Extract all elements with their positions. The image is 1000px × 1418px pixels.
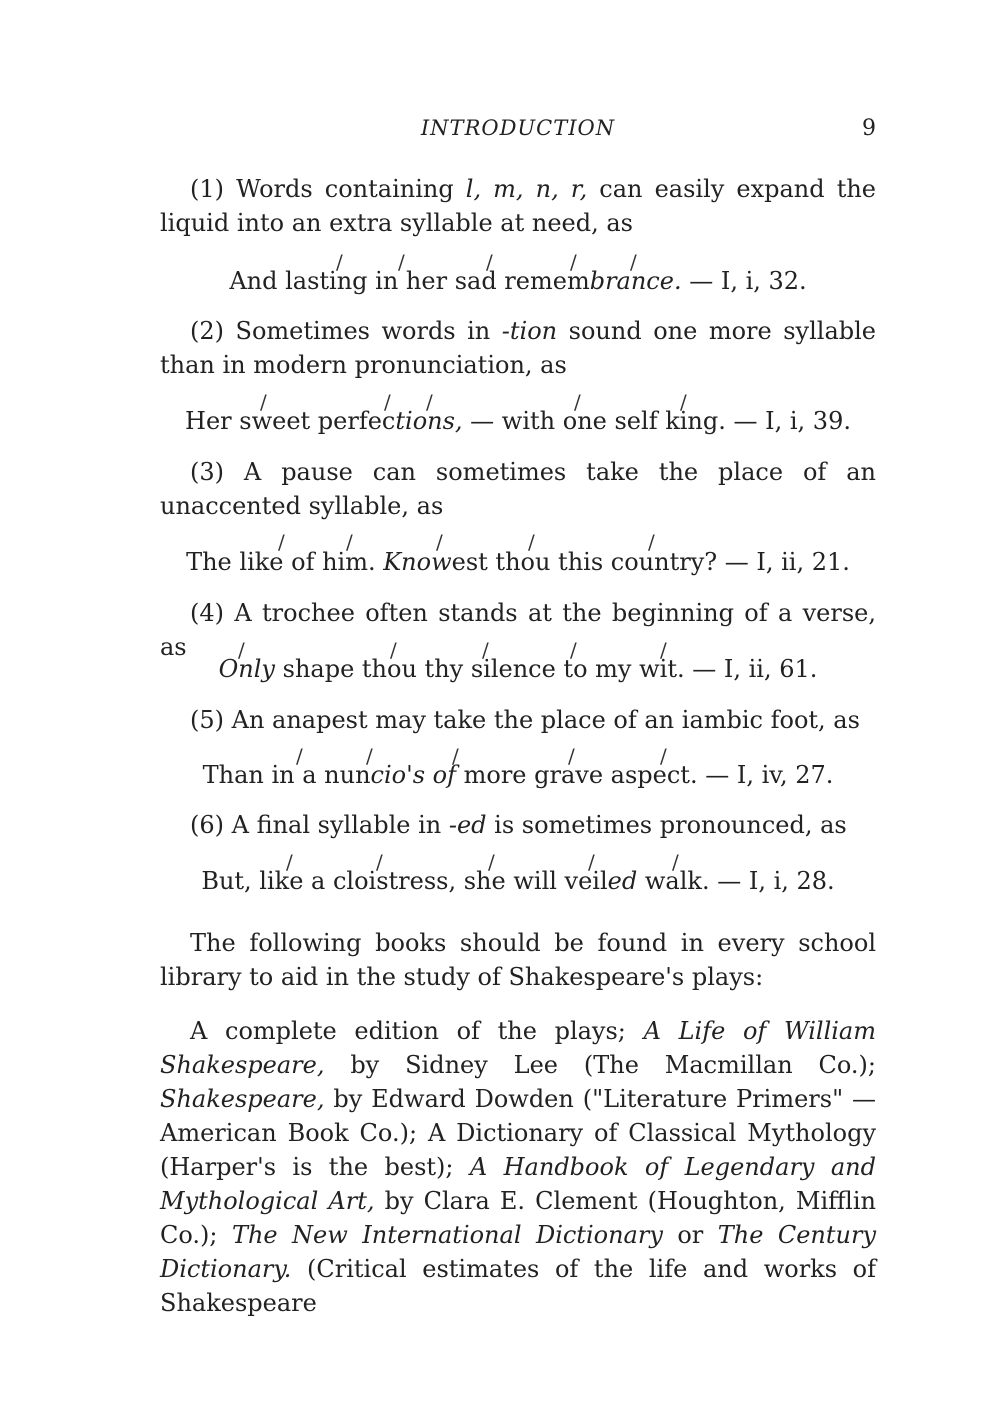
books-intro: The following books should be found in every school library to aid in the study of Shakespeare's plays:	[160, 929, 876, 991]
stress-mark: /	[680, 390, 687, 414]
rule-1-verse: And lasting in her sad remembrance. — I, i, 32.	[229, 267, 807, 295]
stress-mark: /	[672, 850, 679, 874]
stress-mark: /	[660, 638, 667, 662]
stress-mark: /	[260, 390, 267, 414]
rule-2-verse: Her sweet perfections, — with one self king. — I, i, 39.	[185, 407, 851, 435]
rule-1-text: (1) Words containing l, m, n, r, can easily expand the liquid into an extra syllable at need, as	[160, 175, 876, 237]
stress-mark: /	[366, 744, 373, 768]
rule-6-text: (6) A final syllable in -ed is sometimes pronounced, as	[190, 811, 847, 839]
stress-mark: /	[570, 250, 577, 274]
running-header	[160, 116, 876, 146]
stress-mark: /	[384, 390, 391, 414]
stress-mark: /	[336, 250, 343, 274]
stress-mark: /	[398, 250, 405, 274]
rule-3-text: (3) A pause can sometimes take the place of an unaccented syllable, as	[160, 458, 876, 520]
rule-4-text: (4) A trochee often stands at the beginning of a verse, as	[160, 599, 876, 661]
rule-5-verse: Than in a nuncio's of more grave aspect. — I, iv, 27.	[202, 761, 834, 789]
rule-4-verse: Only shape thou thy silence to my wit. — I, ii, 61.	[218, 655, 818, 683]
stress-mark: /	[574, 390, 581, 414]
stress-mark: /	[346, 530, 353, 554]
stress-mark: /	[426, 390, 433, 414]
stress-mark: /	[436, 530, 443, 554]
books-list: A complete edition of the plays; A Life of William Shakespeare, by Sidney Lee (The Macmillan Co.); Shakespeare, by Edward Dowden ("Literature Primers" — American Book Co.); A Dictionary of Classical Mythology (Harper's is the best); A Handbook of Legendary and Mythological Art, by Clara E. Clement (Houghton, Mifflin Co.); The New International Dictionary or The Century Dictionary. (Critical estimates of the life and works of Shakespeare	[160, 1017, 877, 1317]
stress-mark: /	[528, 530, 535, 554]
stress-mark: /	[238, 638, 245, 662]
stress-mark: /	[452, 744, 459, 768]
stress-mark: /	[488, 850, 495, 874]
stress-mark: /	[376, 850, 383, 874]
stress-mark: /	[630, 250, 637, 274]
rule-2-text: (2) Sometimes words in -tion sound one more syllable than in modern pronunciation, as	[160, 317, 876, 379]
stress-mark: /	[588, 850, 595, 874]
rule-6-verse: But, like a cloistress, she will veiled walk. — I, i, 28.	[201, 867, 835, 895]
rule-3-verse: The like of him. Knowest thou this country? — I, ii, 21.	[186, 548, 850, 576]
stress-mark: /	[278, 530, 285, 554]
stress-mark: /	[568, 744, 575, 768]
page-number: 9	[862, 116, 876, 141]
stress-mark: /	[570, 638, 577, 662]
stress-mark: /	[482, 638, 489, 662]
stress-mark: /	[648, 530, 655, 554]
stress-mark: /	[486, 250, 493, 274]
rule-5-text: (5) An anapest may take the place of an iambic foot, as	[190, 706, 860, 734]
running-title: INTRODUCTION	[420, 116, 616, 140]
stress-mark: /	[296, 744, 303, 768]
stress-mark: /	[286, 850, 293, 874]
stress-mark: /	[390, 638, 397, 662]
stress-mark: /	[660, 744, 667, 768]
